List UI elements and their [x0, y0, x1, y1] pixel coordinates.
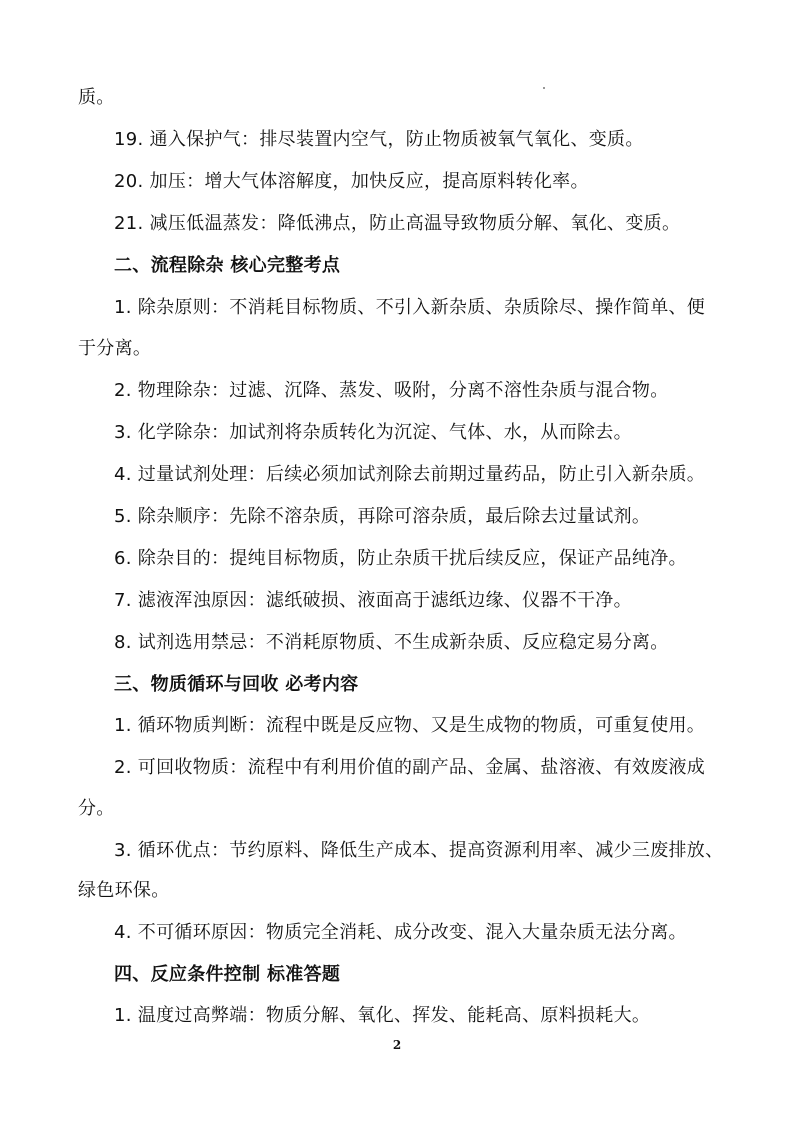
- scan-speck: [543, 87, 545, 89]
- item-21: 21. 减压低温蒸发：降低沸点，防止高温导致物质分解、氧化、变质。: [114, 213, 681, 234]
- section2-item-3: 3. 化学除杂：加试剂将杂质转化为沉淀、气体、水，从而除去。: [114, 422, 632, 443]
- section3-item-4: 4. 不可循环原因：物质完全消耗、成分改变、混入大量杂质无法分离。: [114, 922, 687, 943]
- item-19: 19. 通入保护气：排尽装置内空气，防止物质被氧气氧化、变质。: [114, 129, 644, 150]
- section3-item-3: 3. 循环优点：节约原料、降低生产成本、提高资源利用率、减少三废排放、: [114, 840, 724, 861]
- section4-item-1: 1. 温度过高弊端：物质分解、氧化、挥发、能耗高、原料损耗大。: [114, 1005, 651, 1026]
- section2-item-4: 4. 过量试剂处理：后续必须加试剂除去前期过量药品，防止引入新杂质。: [114, 464, 706, 485]
- section-heading-4: 四、反应条件控制 标准答题: [114, 964, 341, 985]
- section2-item-8: 8. 试剂选用禁忌：不消耗原物质、不生成新杂质、反应稳定易分离。: [114, 632, 669, 653]
- section2-item-1: 1. 除杂原则：不消耗目标物质、不引入新杂质、杂质除尽、操作简单、便: [114, 297, 706, 318]
- section-heading-3: 三、物质循环与回收 必考内容: [114, 674, 359, 695]
- section3-item-2-continuation: 分。: [78, 798, 115, 819]
- section2-item-1-continuation: 于分离。: [78, 338, 152, 359]
- page-number: 2: [392, 1038, 402, 1052]
- section2-item-6: 6. 除杂目的：提纯目标物质，防止杂质干扰后续反应，保证产品纯净。: [114, 548, 687, 569]
- text-line-continuation: 质。: [78, 87, 115, 108]
- section-heading-2: 二、流程除杂 核心完整考点: [114, 255, 341, 276]
- section3-item-1: 1. 循环物质判断：流程中既是反应物、又是生成物的物质，可重复使用。: [114, 715, 706, 736]
- section2-item-2: 2. 物理除杂：过滤、沉降、蒸发、吸附，分离不溶性杂质与混合物。: [114, 380, 669, 401]
- section2-item-5: 5. 除杂顺序：先除不溶杂质，再除可溶杂质，最后除去过量试剂。: [114, 506, 651, 527]
- section2-item-7: 7. 滤液浑浊原因：滤纸破损、液面高于滤纸边缘、仪器不干净。: [114, 590, 632, 611]
- section3-item-3-continuation: 绿色环保。: [78, 880, 170, 901]
- section3-item-2: 2. 可回收物质：流程中有利用价值的副产品、金属、盐溶液、有效废液成: [114, 757, 706, 778]
- item-20: 20. 加压：增大气体溶解度，加快反应，提高原料转化率。: [114, 171, 589, 192]
